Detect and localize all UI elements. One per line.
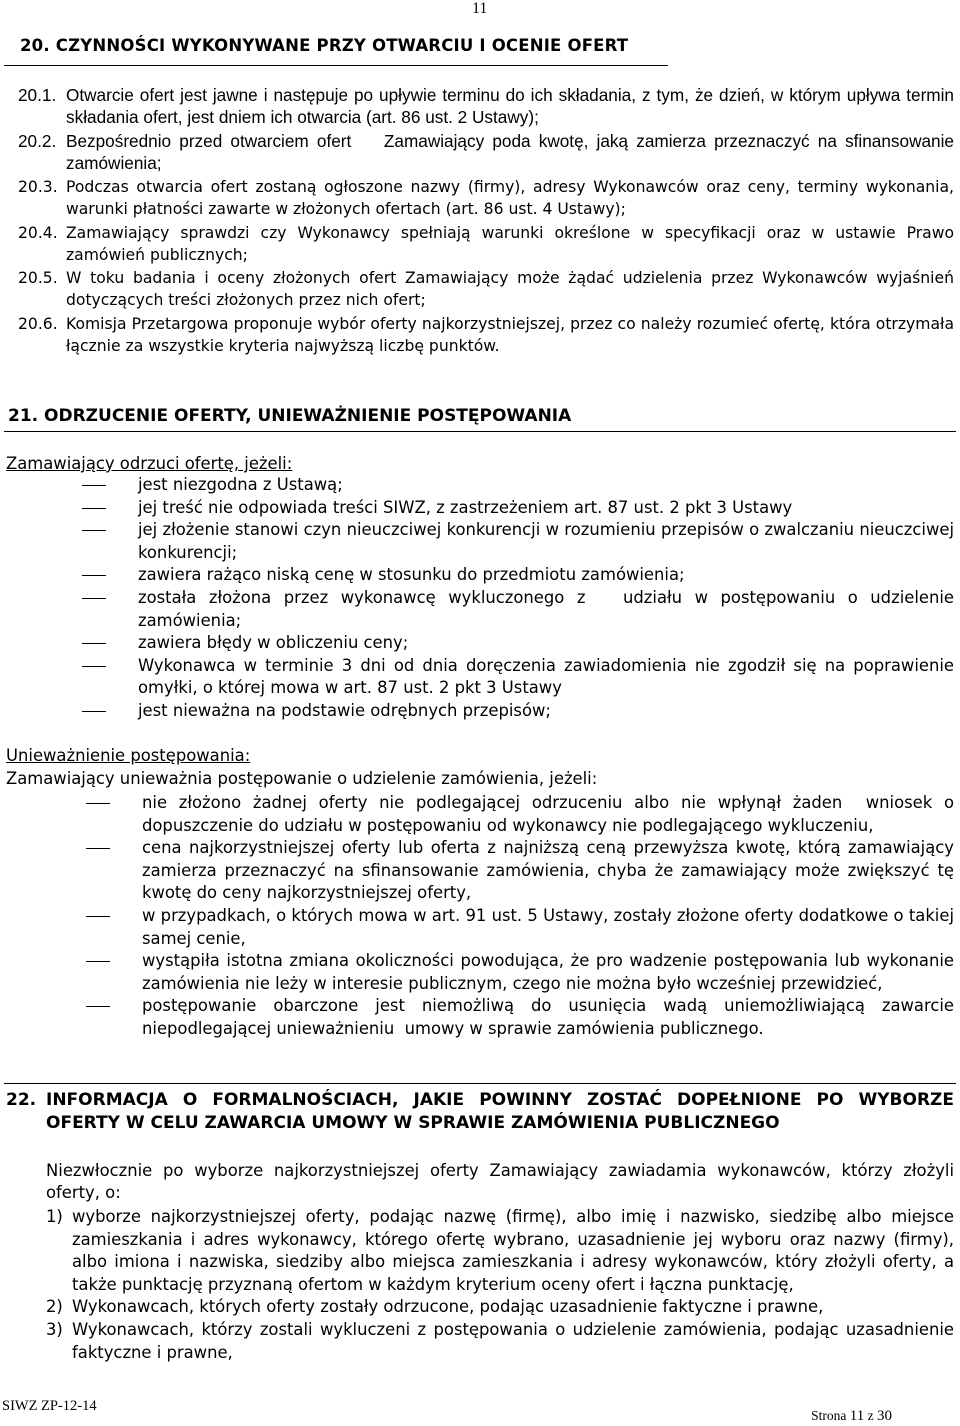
list-item: [46, 1319, 954, 1364]
cancel-title: Unieważnienie postępowania:: [6, 746, 251, 765]
list-item: wystąpiła istotna zmiana okoliczności powodująca, że pro wadzenie postępowania lub wykonanie zamówienia nie leży w interesie publicznym, czego nie można było wcześniej przewidzieć,: [86, 950, 954, 995]
section-21-rule: [4, 431, 956, 432]
list-item: jej treść nie odpowiada treści SIWZ, z zastrzeżeniem art. 87 ust. 2 pkt 3 Ustawy: [82, 497, 954, 520]
dash-bullet: [82, 666, 106, 667]
dash-bullet: [82, 598, 106, 599]
section-20-heading: 20. CZYNNOŚCI WYKONYWANE PRZY OTWARCIU I OCENIE OFERT: [20, 36, 629, 55]
list-item: nie złożono żadnej oferty nie podlegającej odrzuceniu albo nie wpłynął żaden wniosek o dopuszczenie do udziału w postępowaniu od wykonawcy nie podlegającego wykluczeniu,: [86, 792, 954, 837]
dash-bullet: [82, 711, 106, 712]
section-20-rule: [4, 65, 668, 66]
list-text: Wykonawcach, którzy zostali wykluczeni z postępowania o udzielenie zamówienia, podając uzasadnienie faktyczne i prawne,: [72, 1319, 954, 1362]
list-text: wyborze najkorzystniejszej oferty, podając nazwę (firmę), albo imię i nazwisko, siedzibę albo miejsce zamieszkania i adres wykonawcy, którego ofertę wybrano, uzasadnienie jej wyboru oraz nazwy (firmy), albo imiona i nazwiska, siedziby albo miejsca zamieszkania i adresy wykonawców, który złożyli oferty, a także punktację przyznaną ofertom w każdym kryterium oceny ofert i łączna punktację,: [72, 1207, 954, 1294]
list-item: Wykonawca w terminie 3 dni od dnia doręczenia zawiadomienia nie zgodził się na poprawienie omyłki, o której mowa w art. 87 ust. 2 pkt 3 Ustawy: [82, 655, 954, 700]
item-number: 20.6.: [18, 315, 58, 333]
item-number: 20.5.: [18, 269, 58, 287]
section-22-heading-line1: INFORMACJA O FORMALNOŚCIACH, JAKIE POWINNY ZOSTAĆ DOPEŁNIONE PO WYBORZE: [46, 1090, 954, 1110]
cancel-list: [86, 792, 960, 1041]
section-20-item: [18, 313, 954, 357]
list-number: 3): [46, 1319, 63, 1339]
section-22-heading-line2: OFERTY W CELU ZAWARCIA UMOWY W SPRAWIE ZAMÓWIENIA PUBLICZNEGO: [46, 1113, 780, 1133]
section-20-item: [18, 222, 954, 266]
reject-list: [82, 474, 960, 723]
list-item: jej złożenie stanowi czyn nieuczciwej konkurencji w rozumieniu przepisów o zwalczaniu nieuczciwej konkurencji;: [82, 519, 954, 564]
item-text: Otwarcie ofert jest jawne i następuje po upływie terminu do ich składania, z tym, że dzień, w którym upływa termin składania ofert, jest dniem ich otwarcia (art. 86 ust. 2 Ustawy);: [66, 85, 954, 127]
dash-bullet: [86, 848, 110, 849]
reject-lead: Zamawiający odrzuci ofertę, jeżeli:: [6, 454, 293, 473]
item-number: 20.2.: [18, 131, 57, 151]
dash-bullet: [86, 961, 110, 962]
item-number: 20.1.: [18, 85, 57, 105]
page-number: 11: [472, 0, 488, 17]
list-item: jest niezgodna z Ustawą;: [82, 474, 954, 497]
section-20-item: [18, 267, 954, 311]
list-number: 2): [46, 1297, 63, 1317]
list-item: została złożona przez wykonawcę wykluczonego z udziału w postępowaniu o udzielenie zamówienia;: [82, 587, 954, 632]
item-text: Zamawiający sprawdzi czy Wykonawcy spełniają warunki określone w specyfikacji oraz w ustawie Prawo zamówień publicznych;: [66, 224, 954, 264]
list-item: [46, 1296, 954, 1319]
item-number: 20.3.: [18, 178, 58, 196]
footer-doc-id: SIWZ ZP-12-14: [2, 1398, 97, 1414]
list-item: zawiera rażąco niską cenę w stosunku do przedmiotu zamówienia;: [82, 564, 954, 587]
item-text: Podczas otwarcia ofert zostaną ogłoszone nazwy (firmy), adresy Wykonawców oraz ceny, terminy wykonania, warunki płatności zawarte w złożonych ofertach (art. 86 ust. 4 Ustawy);: [66, 178, 954, 218]
dash-bullet: [86, 803, 110, 804]
list-item: [46, 1206, 954, 1296]
section-22-rule: [4, 1083, 956, 1084]
list-item: jest nieważna na podstawie odrębnych przepisów;: [82, 700, 954, 723]
section-20-item: [18, 84, 954, 128]
section-20-item: [18, 130, 959, 174]
section-22-intro: Niezwłocznie po wyborze najkorzystniejszej oferty Zamawiający zawiadamia wykonawców, którzy złożyli oferty, o:: [46, 1161, 954, 1202]
dash-bullet: [82, 485, 106, 486]
dash-bullet: [82, 575, 106, 576]
cancel-lead: Zamawiający unieważnia postępowanie o udzielenie zamówienia, jeżeli:: [6, 769, 598, 788]
dash-bullet: [82, 643, 106, 644]
list-number: 1): [46, 1207, 63, 1226]
list-item: postępowanie obarczone jest niemożliwą do usunięcia wadą uniemożliwiającą zawarcie niepodlegającej unieważnieniu umowy w sprawie zamówienia publicznego.: [86, 995, 954, 1040]
list-item: w przypadkach, o których mowa w art. 91 ust. 5 Ustawy, zostały złożone oferty dodatkowe o takiej samej cenie,: [86, 905, 954, 950]
list-item: cena najkorzystniejszej oferty lub oferta z najniższą ceną przewyższa kwotę, którą zamawiający zamierza przeznaczyć na sfinansowanie zamówienia, chyba że zamawiający może zwiększyć tę kwotę do ceny najkorzystniejszej oferty,: [86, 837, 954, 905]
section-20-item: [18, 176, 954, 220]
list-item: zawiera błędy w obliczeniu ceny;: [82, 632, 954, 655]
dash-bullet: [86, 1006, 110, 1007]
dash-bullet: [82, 530, 106, 531]
item-text: Komisja Przetargowa proponuje wybór oferty najkorzystniejszej, przez co należy rozumieć ofertę, która otrzymała łącznie za wszystkie kryteria najwyższą liczbę punktów.: [66, 315, 954, 355]
footer-page-counter: Strona 11 z 30: [811, 1408, 892, 1424]
dash-bullet: [82, 508, 106, 509]
dash-bullet: [86, 916, 110, 917]
item-number: 20.4.: [18, 224, 58, 242]
section-21-heading: 21. ODRZUCENIE OFERTY, UNIEWAŻNIENIE POSTĘPOWANIA: [8, 406, 572, 426]
section-22-number: 22.: [6, 1090, 37, 1110]
item-text: W toku badania i oceny złożonych ofert Zamawiający może żądać udzielenia przez Wykonawców wyjaśnień dotyczących treści złożonych przez nich ofert;: [66, 269, 954, 309]
section-22-list: [46, 1206, 954, 1364]
list-text: Wykonawcach, których oferty zostały odrzucone, podając uzasadnienie faktyczne i prawne,: [72, 1297, 824, 1317]
item-text: Bezpośrednio przed otwarciem ofert Zamawiający poda kwotę, jaką zamierza przeznaczyć na sfinansowanie zamówienia;: [66, 131, 959, 173]
